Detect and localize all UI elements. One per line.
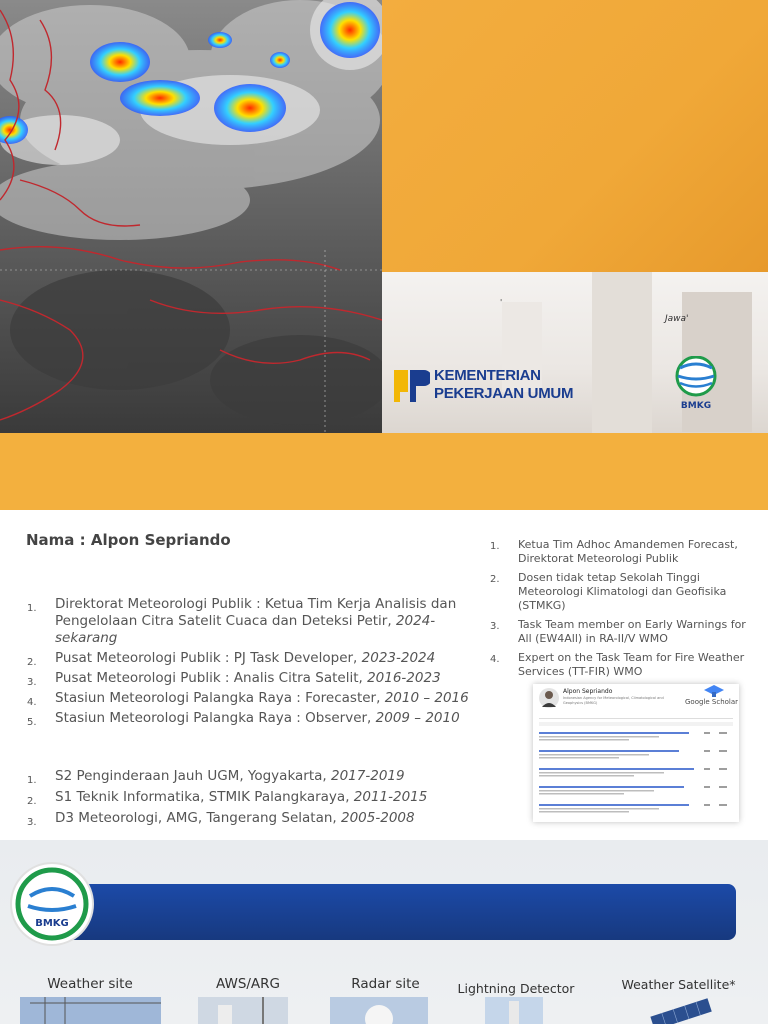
education-list bbox=[27, 768, 477, 831]
career-text: Pusat Meteorologi Publik : PJ Task Developer, bbox=[55, 650, 362, 666]
role-num: 2. bbox=[490, 574, 500, 585]
scholar-publication-rows bbox=[539, 730, 733, 820]
scholar-cap-icon bbox=[703, 684, 725, 698]
caption-aws-arg: AWS/ARG bbox=[215, 976, 281, 992]
role-item bbox=[490, 538, 752, 566]
lightning-detector-photo bbox=[485, 997, 543, 1024]
education-text: S1 Teknik Informatika, STMIK Palangkaraya, bbox=[55, 789, 354, 805]
career-period: 2023-2024 bbox=[361, 650, 436, 666]
role-num: 4. bbox=[490, 654, 500, 665]
role-num: 1. bbox=[490, 541, 500, 552]
ministry-logo-icon bbox=[390, 366, 430, 406]
role-item bbox=[490, 618, 752, 646]
career-period: 2016-2023 bbox=[367, 670, 441, 686]
education-item bbox=[27, 789, 477, 806]
career-text: Pusat Meteorologi Publik : Analis Citra Satelit, bbox=[55, 670, 368, 686]
career-period: 2009 – 2010 bbox=[375, 710, 460, 726]
bmkg-logo bbox=[672, 356, 720, 412]
role-item bbox=[490, 651, 752, 679]
caption-lightning-detector: Lightning Detector bbox=[457, 981, 575, 996]
education-period: 2005-2008 bbox=[341, 810, 415, 826]
education-num: 3. bbox=[27, 817, 37, 828]
orange-panel bbox=[382, 0, 768, 272]
education-item bbox=[27, 768, 477, 785]
career-list bbox=[27, 596, 477, 730]
role-item bbox=[490, 571, 752, 613]
career-item bbox=[27, 670, 477, 687]
cover-slide bbox=[0, 0, 768, 433]
career-num: 4. bbox=[27, 697, 37, 708]
career-item bbox=[27, 690, 477, 707]
role-num: 3. bbox=[490, 621, 500, 632]
career-item bbox=[27, 650, 477, 667]
table-header bbox=[539, 722, 733, 726]
bmkg-emblem-icon bbox=[12, 864, 92, 944]
caption-radar-site: Radar site bbox=[351, 976, 420, 992]
career-item bbox=[27, 596, 477, 647]
caption-weather-satellite: Weather Satellite* bbox=[621, 977, 736, 992]
career-text: Stasiun Meteorologi Palangka Raya : Observer, bbox=[55, 710, 376, 726]
career-period: 2010 – 2016 bbox=[384, 690, 469, 706]
career-num: 1. bbox=[27, 603, 37, 614]
google-scholar-screenshot bbox=[533, 684, 739, 822]
scholar-name: Alpon Sepriando bbox=[563, 688, 613, 695]
education-item bbox=[27, 810, 477, 827]
title-bar bbox=[64, 884, 736, 940]
education-text: D3 Meteorologi, AMG, Tangerang Selatan, bbox=[55, 810, 341, 826]
subtitle-text: Jawa' bbox=[665, 314, 689, 324]
role-text: Ketua Tim Adhoc Amandemen Forecast, Direktorat Meteorologi Publik bbox=[518, 538, 738, 565]
scholar-brand: Google Scholar bbox=[685, 698, 739, 706]
orange-divider bbox=[0, 433, 768, 510]
avatar bbox=[539, 688, 559, 708]
roles-list bbox=[490, 538, 752, 684]
education-period: 2017-2019 bbox=[331, 768, 405, 784]
role-text: Dosen tidak tetap Sekolah Tinggi Meteorologi Klimatologi dan Geofisika (STMKG) bbox=[518, 571, 727, 612]
profile-name: Nama : Alpon Sepriando bbox=[26, 531, 231, 549]
role-text: Expert on the Task Team for Fire Weather Services (TT-FIR) WMO bbox=[518, 651, 745, 678]
education-num: 2. bbox=[27, 796, 37, 807]
bmkg-emblem-text: BMKG bbox=[35, 918, 69, 929]
subtitle-mark: ' bbox=[500, 298, 503, 307]
career-num: 5. bbox=[27, 717, 37, 728]
aws-arg-photo bbox=[198, 997, 288, 1024]
career-num: 3. bbox=[27, 677, 37, 688]
ministry-line-2: PEKERJAAN UMUM bbox=[434, 385, 574, 402]
ministry-logo-text bbox=[434, 367, 573, 403]
scholar-affiliation: Indonesian Agency for Meteorological, Climatological and Geophysics (BMKG) bbox=[563, 696, 664, 705]
satellite-image bbox=[0, 0, 382, 433]
career-text: Stasiun Meteorologi Palangka Raya : Forecaster, bbox=[55, 690, 385, 706]
caption-weather-site: Weather site bbox=[47, 976, 133, 992]
education-period: 2011-2015 bbox=[353, 789, 428, 805]
education-text: S2 Penginderaan Jauh UGM, Yogyakarta, bbox=[55, 768, 331, 784]
divider bbox=[539, 718, 733, 719]
ministry-line-1: KEMENTERIAN bbox=[434, 367, 541, 384]
career-text: Direktorat Meteorologi Publik : Ketua Tim Kerja Analisis dan Pengelolaan Citra Satelit Cuaca dan Deteksi Petir, bbox=[55, 596, 457, 629]
career-num: 2. bbox=[27, 657, 37, 668]
weather-satellite-image bbox=[612, 997, 752, 1024]
bmkg-logo-large bbox=[12, 864, 92, 944]
career-period: 2024-sekarang bbox=[55, 613, 436, 646]
role-text: Task Team member on Early Warnings for All (EW4All) in RA-II/V WMO bbox=[518, 618, 746, 645]
bmkg-logo-text: BMKG bbox=[680, 401, 712, 411]
education-num: 1. bbox=[27, 775, 37, 786]
radar-site-photo bbox=[330, 997, 428, 1024]
weather-site-photo bbox=[20, 997, 161, 1024]
career-item bbox=[27, 710, 477, 727]
